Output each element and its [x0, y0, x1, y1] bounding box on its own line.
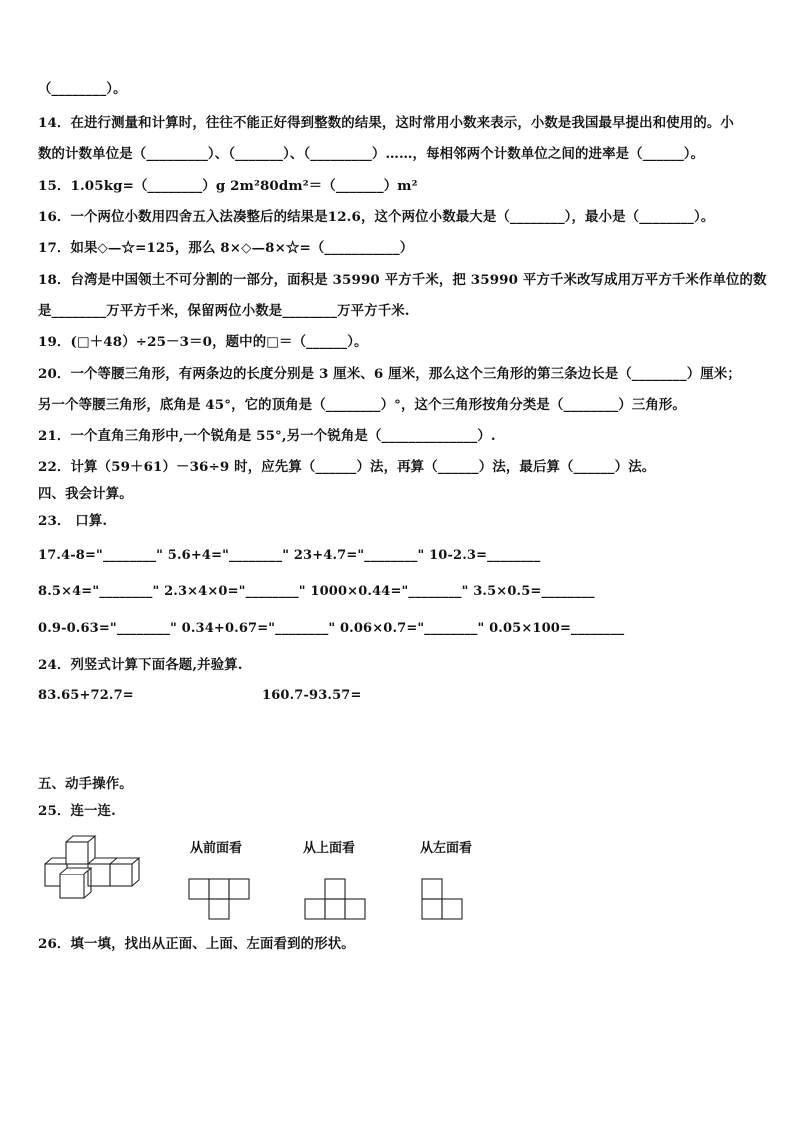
question-21: 21．一个直角三角形中,一个锐角是 55°,另一个锐角是（______________）.: [38, 428, 496, 444]
view-shape-l: [421, 878, 481, 928]
question-26: 26．填一填，找出从正面、上面、左面看到的形状。: [38, 936, 355, 952]
mental-calc-row-1: 17.4-8="________" 5.6+4="________" 23+4.7="________" 10-2.3=________: [38, 548, 541, 563]
question-14-line-1: 14．在进行测量和计算时，往往不能正好得到整数的结果，这时常用小数来表示，小数是我国最早提出和使用的。小: [38, 115, 734, 131]
question-17: 17．如果◇—☆=125，那么 8×◇—8×☆=（___________）: [38, 240, 414, 256]
question-18-line-1: 18．台湾是中国领土不可分割的一部分，面积是 35990 平方千米，把 35990 平方千米改写成用万平方千米作单位的数: [38, 272, 767, 288]
question-23: 23． 口算.: [38, 513, 108, 529]
question-22: 22．计算（59＋61）－36÷9 时，应先算（______）法，再算（______）法，最后算（______）法。: [38, 459, 656, 475]
vertical-calc-a: 83.65+72.7=: [38, 688, 134, 703]
question-15: 15．1.05kg=（________）g 2m²80dm²＝（_______）m²: [38, 178, 418, 194]
question-25: 25．连一连.: [38, 803, 116, 819]
question-24: 24．列竖式计算下面各题,并验算.: [38, 657, 243, 673]
question-14-line-2: 数的计数单位是（_________）、（_______）、（_________）……，每相邻两个计数单位之间的进率是（______）。: [38, 146, 705, 162]
view-label-top: 从上面看: [303, 841, 356, 856]
view-shape-t: [188, 878, 268, 928]
view-label-left: 从左面看: [420, 841, 473, 856]
section-4-heading: 四、我会计算。: [38, 486, 133, 502]
section-5-heading: 五、动手操作。: [38, 776, 133, 792]
mental-calc-row-2: 8.5×4="________" 2.3×4×0="________" 1000×0.44="________" 3.5×0.5=________: [38, 584, 595, 599]
view-label-front: 从前面看: [190, 841, 243, 856]
question-19: 19．(□＋48）÷25－3＝0，题中的□＝（______）。: [38, 334, 368, 350]
blank-line-continuation: （________）。: [38, 81, 127, 97]
mental-calc-row-3: 0.9-0.63="________" 0.34+0.67="________" 0.06×0.7="________" 0.05×100=________: [38, 621, 625, 636]
question-20-line-2: 另一个等腰三角形，底角是 45°，它的顶角是（________）°，这个三角形按角分类是（________）三角形。: [38, 397, 686, 413]
question-18-line-2: 是________万平方千米，保留两位小数是________万平方千米.: [38, 303, 410, 319]
question-16: 16．一个两位小数用四舍五入法凑整后的结果是12.6，这个两位小数最大是（________），最小是（________）。: [38, 209, 715, 225]
view-shape-inverted-t: [304, 878, 384, 928]
vertical-calc-b: 160.7-93.57=: [262, 688, 362, 703]
question-20-line-1: 20．一个等腰三角形，有两条边的长度分别是 3 厘米、6 厘米，那么这个三角形的第三条边长是（________）厘米；: [38, 366, 741, 382]
cube-stack-figure: [40, 834, 140, 904]
